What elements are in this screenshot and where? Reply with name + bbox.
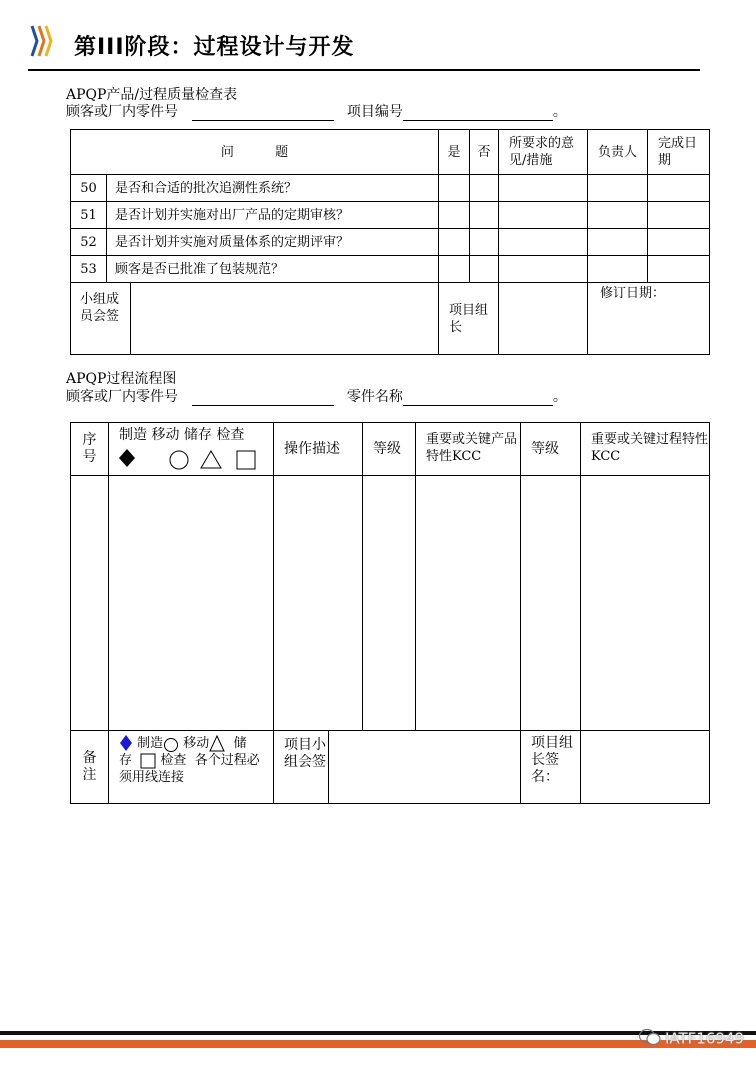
triangle-icon [201, 451, 221, 468]
col-product-kcc: 重要或关键产品特性KCC [416, 423, 521, 476]
col-grade-2: 等级 [521, 423, 581, 476]
opinion-cell[interactable] [499, 256, 588, 283]
part-name-input[interactable] [403, 390, 553, 406]
diamond-icon [119, 449, 135, 467]
no-cell[interactable] [470, 256, 499, 283]
legend-move: 移动 [183, 736, 210, 751]
customer-part-label: 顾客或厂内零件号 [66, 389, 178, 405]
col-no: 否 [470, 130, 499, 175]
team-sign-block [71, 283, 439, 355]
process-kcc-area[interactable] [581, 476, 710, 731]
diamond-icon [119, 735, 133, 752]
symbols-header-label: 制造 移动 储存 检查 [119, 427, 245, 443]
flowchart-title: APQP过程流程图 [66, 371, 177, 387]
project-number-label: 项目编号 [346, 104, 403, 120]
row-number: 50 [71, 175, 107, 202]
due-cell[interactable] [648, 202, 710, 229]
row-number: 51 [71, 202, 107, 229]
col-symbols [109, 423, 274, 476]
title-divider [28, 69, 700, 71]
col-seq: 序号 [71, 423, 109, 476]
team-sign-label: 小组成员会签 [71, 283, 131, 354]
customer-part-input[interactable] [192, 105, 334, 121]
grade-2-area[interactable] [521, 476, 581, 731]
owner-cell[interactable] [588, 229, 648, 256]
col-process-kcc: 重要或关键过程特性KCC [581, 423, 710, 476]
project-lead-sign-area[interactable] [499, 283, 588, 355]
no-cell[interactable] [470, 175, 499, 202]
yes-cell[interactable] [439, 175, 470, 202]
symbols-area[interactable] [109, 476, 274, 731]
sign-block [274, 731, 710, 804]
square-icon [140, 753, 156, 769]
table-row [71, 256, 710, 283]
legend-check: 检查 [160, 753, 187, 768]
team-sign-area[interactable] [329, 731, 521, 803]
legend-note: 各个过程必须用线连接 [119, 753, 260, 785]
square-icon [237, 451, 255, 469]
checklist-field-line: 顾客或厂内零件号 项目编号 。 [66, 104, 567, 120]
col-question: 问 题 [71, 130, 439, 175]
row-number: 53 [71, 256, 107, 283]
owner-cell[interactable] [588, 202, 648, 229]
table-row [71, 229, 710, 256]
flowchart-body-row [71, 476, 710, 731]
col-operation: 操作描述 [274, 423, 363, 476]
row-question: 是否和合适的批次追溯性系统？ [107, 175, 439, 202]
owner-cell[interactable] [588, 175, 648, 202]
symbols-row [119, 448, 273, 470]
team-sign-label: 项目小组会签 [274, 731, 329, 803]
opinion-cell[interactable] [499, 229, 588, 256]
col-grade-1: 等级 [363, 423, 416, 476]
row-question: 是否计划并实施对质量体系的定期评审？ [107, 229, 439, 256]
project-lead-label: 项目组长 [439, 283, 499, 355]
legend-make: 制造 [137, 736, 164, 751]
remark-label: 备注 [71, 731, 109, 804]
row-question: 是否计划并实施对出厂产品的定期审核？ [107, 202, 439, 229]
yes-cell[interactable] [439, 229, 470, 256]
row-number: 52 [71, 229, 107, 256]
owner-cell[interactable] [588, 256, 648, 283]
wechat-icon [639, 1028, 661, 1050]
col-opinion: 所要求的意见/措施 [499, 130, 588, 175]
watermark-text: IATF16949 [664, 1029, 744, 1048]
revision-date[interactable]: 修订日期： [588, 283, 710, 355]
grade-1-area[interactable] [363, 476, 416, 731]
flowchart-table [70, 422, 710, 804]
col-due: 完成日期 [648, 130, 710, 175]
team-sign-area[interactable] [131, 283, 438, 354]
operation-area[interactable] [274, 476, 363, 731]
circle-icon [163, 736, 179, 752]
checklist-table [70, 129, 710, 355]
lead-sign-area[interactable] [581, 731, 709, 803]
triangle-icon [209, 735, 225, 752]
circle-icon [170, 451, 188, 469]
col-yes: 是 [439, 130, 470, 175]
project-number-input[interactable] [403, 105, 553, 121]
no-cell[interactable] [470, 229, 499, 256]
flowchart-field-line: 顾客或厂内零件号 零件名称 。 [66, 389, 567, 405]
opinion-cell[interactable] [499, 175, 588, 202]
page-title: 第III阶段：过程设计与开发 [74, 35, 355, 60]
no-cell[interactable] [470, 202, 499, 229]
lead-sign-label: 项目组长签名： [521, 731, 581, 803]
legend [109, 731, 274, 804]
table-row [71, 175, 710, 202]
part-name-label: 零件名称 [346, 389, 403, 405]
header-logo-chevrons [30, 24, 60, 58]
flow-symbols [119, 448, 269, 470]
col-owner: 负责人 [588, 130, 648, 175]
watermark [639, 1028, 744, 1050]
table-row [71, 202, 710, 229]
due-cell[interactable] [648, 256, 710, 283]
customer-part-input[interactable] [192, 390, 334, 406]
legend-store-cont: 存 [119, 753, 133, 768]
row-question: 顾客是否已批准了包装规范？ [107, 256, 439, 283]
yes-cell[interactable] [439, 202, 470, 229]
product-kcc-area[interactable] [416, 476, 521, 731]
due-cell[interactable] [648, 175, 710, 202]
customer-part-label: 顾客或厂内零件号 [66, 104, 178, 120]
checklist-title: APQP产品/过程质量检查表 [66, 87, 238, 103]
due-cell[interactable] [648, 229, 710, 256]
seq-area[interactable] [71, 476, 109, 731]
legend-store: 储 [233, 736, 247, 751]
yes-cell[interactable] [439, 256, 470, 283]
opinion-cell[interactable] [499, 202, 588, 229]
